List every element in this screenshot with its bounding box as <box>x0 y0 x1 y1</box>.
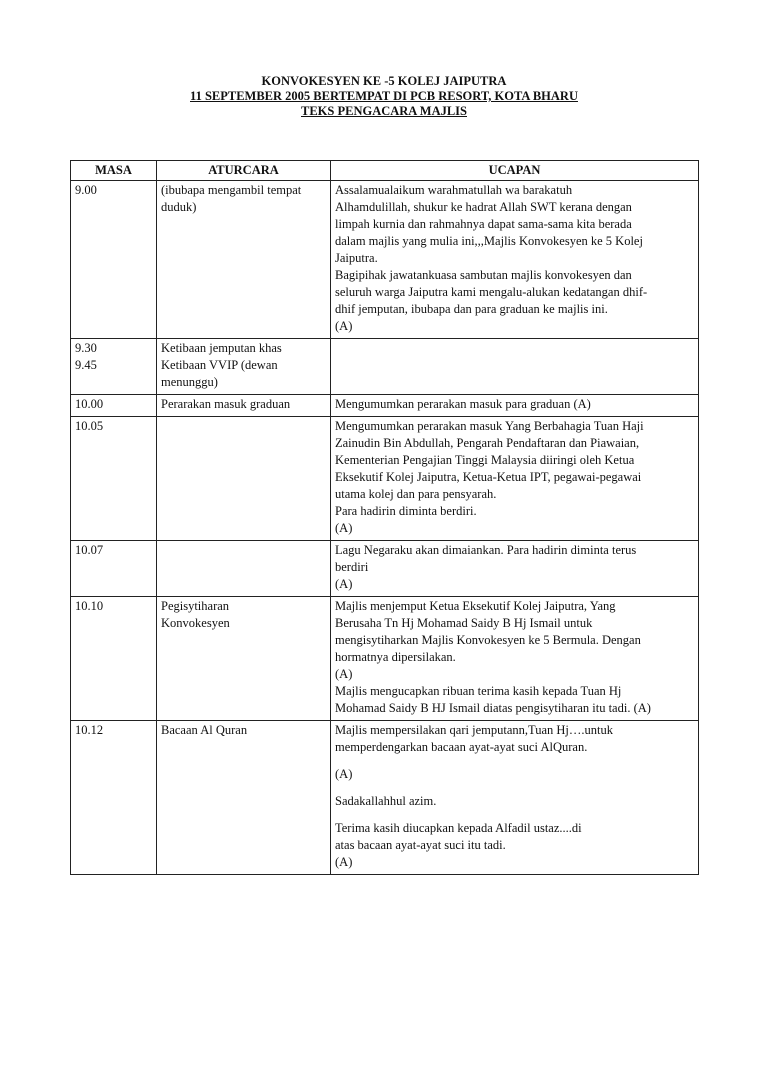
ucapan-text-line: limpah kurnia dan rahmahnya dapat sama-sama kita berada <box>335 217 632 231</box>
table-header-row <box>71 161 699 181</box>
ucapan-text-line: berdiri <box>335 560 369 574</box>
ucapan-text-line: (A) <box>335 577 353 591</box>
cell-aturcara <box>157 395 331 417</box>
ucapan-text-line: Assalamualaikum warahmatullah wa barakatuh <box>335 183 573 197</box>
cell-ucapan <box>331 339 699 395</box>
table-row <box>71 541 699 597</box>
cell-ucapan <box>331 395 699 417</box>
ucapan-text-line: (A) <box>335 521 353 535</box>
ucapan-text-line: dhif jemputan, ibubapa dan para graduan ke majlis ini. <box>335 302 608 316</box>
aturcara-text-line: Konvokesyen <box>161 616 230 630</box>
cell-masa <box>71 339 157 395</box>
aturcara-text-line: menunggu) <box>161 375 218 389</box>
cell-masa <box>71 395 157 417</box>
blank-line <box>335 783 695 793</box>
ucapan-text-line: Mengumumkan perarakan masuk Yang Berbahagia Tuan Haji <box>335 419 644 433</box>
masa-text-line: 10.00 <box>75 397 104 411</box>
ucapan-text-line: Terima kasih diucapkan kepada Alfadil ustaz....di <box>335 821 582 835</box>
cell-ucapan <box>331 417 699 541</box>
cell-aturcara <box>157 181 331 339</box>
masa-text-line: 10.10 <box>75 599 104 613</box>
event-date-venue: 11 SEPTEMBER 2005 BERTEMPAT DI PCB RESORT, KOTA BHARU <box>190 89 578 103</box>
aturcara-text-line: Ketibaan VVIP (dewan <box>161 358 278 372</box>
table-row <box>71 339 699 395</box>
aturcara-text-line: Perarakan masuk graduan <box>161 397 291 411</box>
ucapan-text-line: hormatnya dipersilakan. <box>335 650 456 664</box>
masa-text-line: 10.05 <box>75 419 104 433</box>
cell-aturcara <box>157 417 331 541</box>
cell-ucapan <box>331 721 699 875</box>
ucapan-text-line: (A) <box>335 667 353 681</box>
masa-text-line: 9.00 <box>75 183 97 197</box>
ucapan-text-line: Jaiputra. <box>335 251 378 265</box>
ucapan-text-line: utama kolej dan para pensyarah. <box>335 487 497 501</box>
cell-aturcara <box>157 541 331 597</box>
blank-line <box>335 756 695 766</box>
cell-aturcara <box>157 721 331 875</box>
table-row <box>71 181 699 339</box>
column-header-ucapan: UCAPAN <box>331 161 699 181</box>
masa-text-line: 10.07 <box>75 543 104 557</box>
ucapan-text-line: dalam majlis yang mulia ini,,,Majlis Konvokesyen ke 5 Kolej <box>335 234 643 248</box>
ucapan-text-line: Majlis mempersilakan qari jemputann,Tuan Hj….untuk <box>335 723 613 737</box>
table-row <box>71 721 699 875</box>
ucapan-text-line: (A) <box>335 319 353 333</box>
masa-text-line: 10.12 <box>75 723 104 737</box>
masa-text-line: 9.30 <box>75 341 97 355</box>
ucapan-text-line: Majlis mengucapkan ribuan terima kasih kepada Tuan Hj <box>335 684 622 698</box>
ucapan-text-line: mengisytiharkan Majlis Konvokesyen ke 5 Bermula. Dengan <box>335 633 641 647</box>
cell-aturcara <box>157 597 331 721</box>
cell-ucapan <box>331 541 699 597</box>
table-row <box>71 597 699 721</box>
cell-aturcara <box>157 339 331 395</box>
aturcara-text-line: Pegisytiharan <box>161 599 230 613</box>
column-header-aturcara: ATURCARA <box>157 161 331 181</box>
ucapan-text-line: (A) <box>335 767 353 781</box>
blank-line <box>335 810 695 820</box>
ucapan-text-line: seluruh warga Jaiputra kami mengalu-alukan kedatangan dhif- <box>335 285 648 299</box>
aturcara-text-line: duduk) <box>161 200 197 214</box>
column-header-masa: MASA <box>71 161 157 181</box>
table-row <box>71 395 699 417</box>
ucapan-text-line: Bagipihak jawatankuasa sambutan majlis konvokesyen dan <box>335 268 632 282</box>
ucapan-text-line: Mengumumkan perarakan masuk para graduan (A) <box>335 397 591 411</box>
cell-ucapan <box>331 597 699 721</box>
ucapan-text-line: Mohamad Saidy B HJ Ismail diatas pengisytiharan itu tadi. (A) <box>335 701 651 715</box>
program-table <box>70 160 699 875</box>
ucapan-text-line: Lagu Negaraku akan dimaiankan. Para hadirin diminta terus <box>335 543 637 557</box>
ucapan-text-line: Zainudin Bin Abdullah, Pengarah Pendaftaran dan Piawaian, <box>335 436 640 450</box>
ucapan-text-line: Alhamdulillah, shukur ke hadrat Allah SWT kerana dengan <box>335 200 632 214</box>
cell-masa <box>71 181 157 339</box>
ucapan-text-line: (A) <box>335 855 353 869</box>
ucapan-text-line: atas bacaan ayat-ayat suci itu tadi. <box>335 838 506 852</box>
cell-masa <box>71 417 157 541</box>
document-subtitle: TEKS PENGACARA MAJLIS <box>301 104 467 118</box>
aturcara-text-line: Bacaan Al Quran <box>161 723 248 737</box>
event-title: KONVOKESYEN KE -5 KOLEJ JAIPUTRA <box>261 74 507 88</box>
cell-ucapan <box>331 181 699 339</box>
cell-masa <box>71 721 157 875</box>
table-row <box>71 417 699 541</box>
masa-text-line: 9.45 <box>75 358 97 372</box>
ucapan-text-line: Kementerian Pengajian Tinggi Malaysia diiringi oleh Ketua <box>335 453 635 467</box>
ucapan-text-line: memperdengarkan bacaan ayat-ayat suci AlQuran. <box>335 740 588 754</box>
ucapan-text-line: Sadakallahhul azim. <box>335 794 437 808</box>
document-header <box>0 74 768 119</box>
aturcara-text-line: (ibubapa mengambil tempat <box>161 183 302 197</box>
aturcara-text-line: Ketibaan jemputan khas <box>161 341 282 355</box>
cell-masa <box>71 597 157 721</box>
ucapan-text-line: Para hadirin diminta berdiri. <box>335 504 477 518</box>
ucapan-text-line: Berusaha Tn Hj Mohamad Saidy B Hj Ismail untuk <box>335 616 593 630</box>
ucapan-text-line: Eksekutif Kolej Jaiputra, Ketua-Ketua IPT, pegawai-pegawai <box>335 470 642 484</box>
cell-masa <box>71 541 157 597</box>
ucapan-text-line: Majlis menjemput Ketua Eksekutif Kolej Jaiputra, Yang <box>335 599 616 613</box>
